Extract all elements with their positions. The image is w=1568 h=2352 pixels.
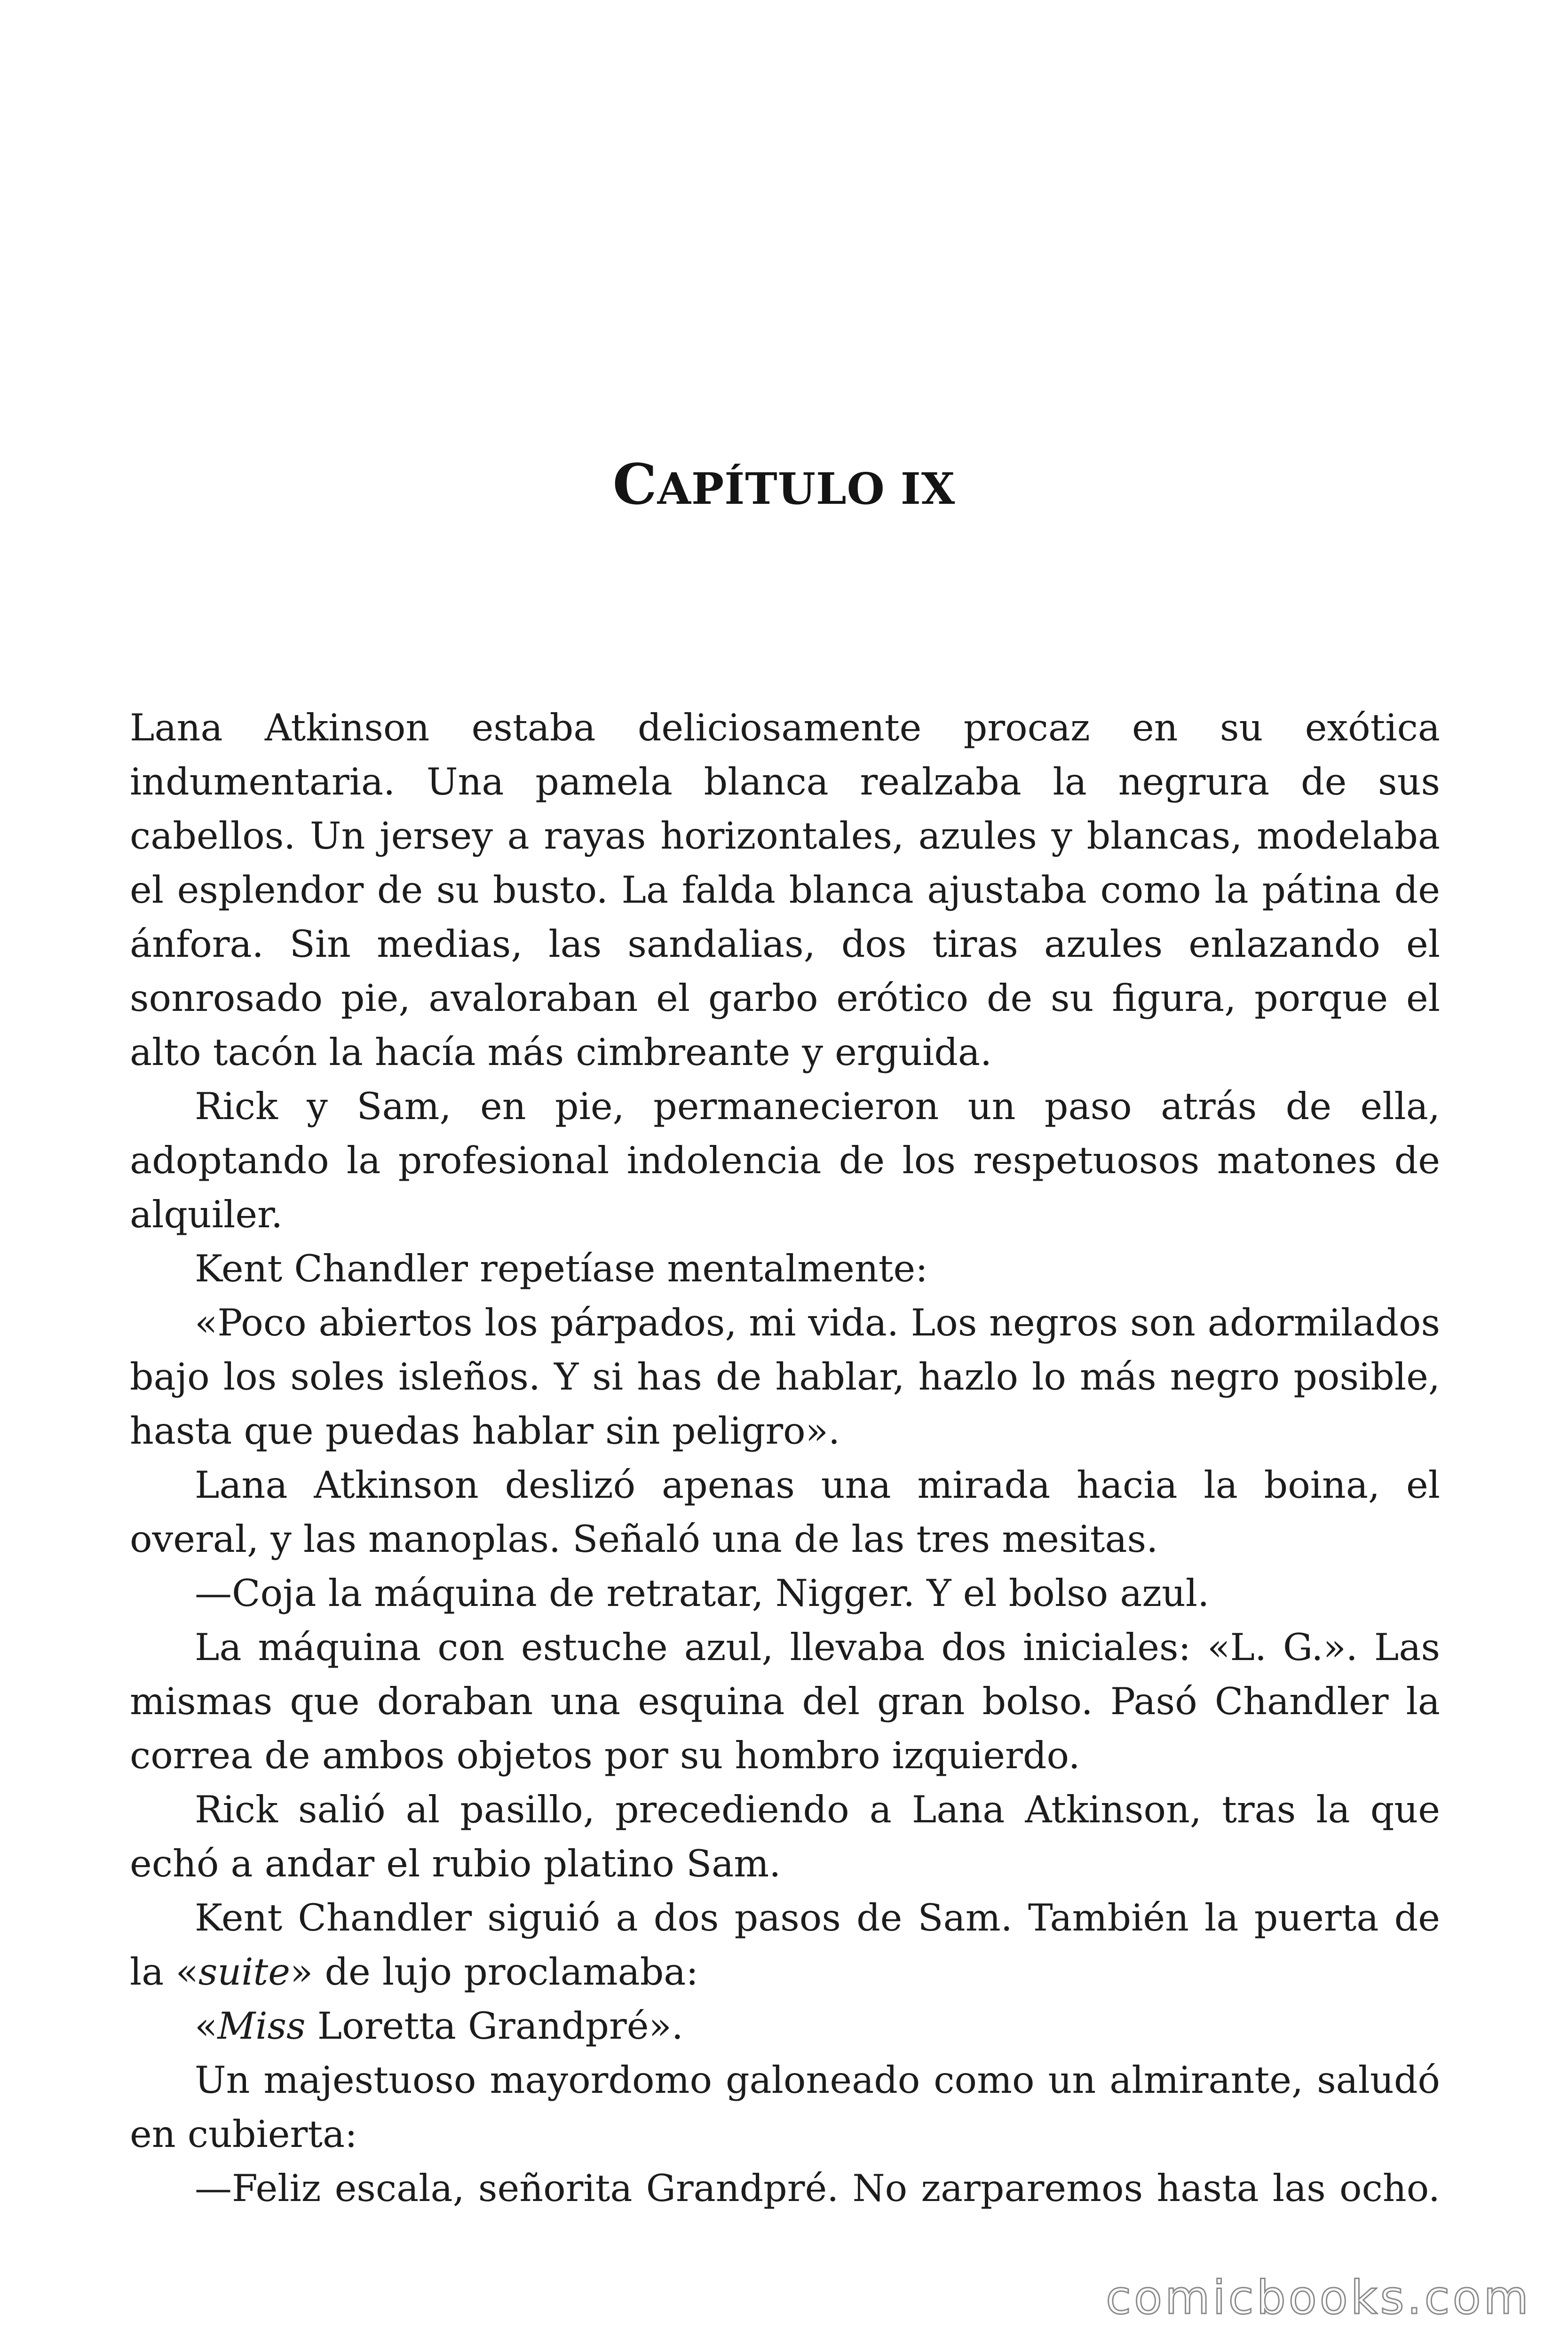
text-run: « (195, 2004, 218, 2048)
italic-run: suite (198, 1950, 290, 1994)
chapter-title-rest: APÍTULO IX (657, 463, 956, 514)
text-run: » de lujo proclamaba: (290, 1950, 698, 1994)
italic-run: Miss (217, 2004, 306, 2048)
paragraph: Rick y Sam, en pie, permanecieron un paso atrás de ella, adoptando la profesional indolencia de los respetuosos matones de alquiler. (130, 1085, 1440, 1236)
paragraph: —Feliz escala, señorita Grandpré. No zarparemos hasta las ocho. (195, 2167, 1440, 2210)
paragraph: «Poco abiertos los párpados, mi vida. Los negros son adormilados bajo los soles isleños. Y si has de hablar, hazlo lo más negro posible, hasta que puedas hablar sin peligro». (130, 1301, 1440, 1453)
paragraph: —Coja la máquina de retratar, Nigger. Y el bolso azul. (195, 1572, 1210, 1615)
paragraph: Un majestuoso mayordomo galoneado como un almirante, saludó en cubierta: (130, 2058, 1440, 2156)
paragraph: Lana Atkinson estaba deliciosamente procaz en su exótica indumentaria. Una pamela blanca realzaba la negrura de sus cabellos. Un jersey a rayas horizontales, azules y blancas, modelaba el esplendor de su busto. La falda blanca ajustaba como la pátina de ánfora. Sin medias, las sandalias, dos tiras azules enlazando el sonrosado pie, avaloraban el garbo erótico de su figura, porque el alto tacón la hacía más cimbreante y erguida. (130, 706, 1440, 1074)
paragraph: Rick salió al pasillo, precediendo a Lana Atkinson, tras la que echó a andar el rubio platino Sam. (130, 1788, 1440, 1885)
paragraph: La máquina con estuche azul, llevaba dos iniciales: «L. G.». Las mismas que doraban una esquina del gran bolso. Pasó Chandler la correa de ambos objetos por su hombro izquierdo. (130, 1626, 1440, 1777)
paragraph: Kent Chandler repetíase mentalmente: (195, 1247, 928, 1290)
chapter-body (130, 701, 1440, 2216)
chapter-title (0, 452, 1568, 517)
paragraph (130, 1891, 1440, 1999)
paragraph (130, 1999, 1440, 2053)
chapter-title-initial: C (612, 452, 657, 517)
text-run: Kent Chandler siguió a dos pasos de Sam. También la puerta de la « (130, 1896, 1440, 1994)
watermark: comicbooks.com (1106, 2271, 1531, 2325)
text-run: Loretta Grandpré». (305, 2004, 683, 2048)
paragraph: Lana Atkinson deslizó apenas una mirada hacia la boina, el overal, y las manoplas. Señaló una de las tres mesitas. (130, 1463, 1440, 1561)
